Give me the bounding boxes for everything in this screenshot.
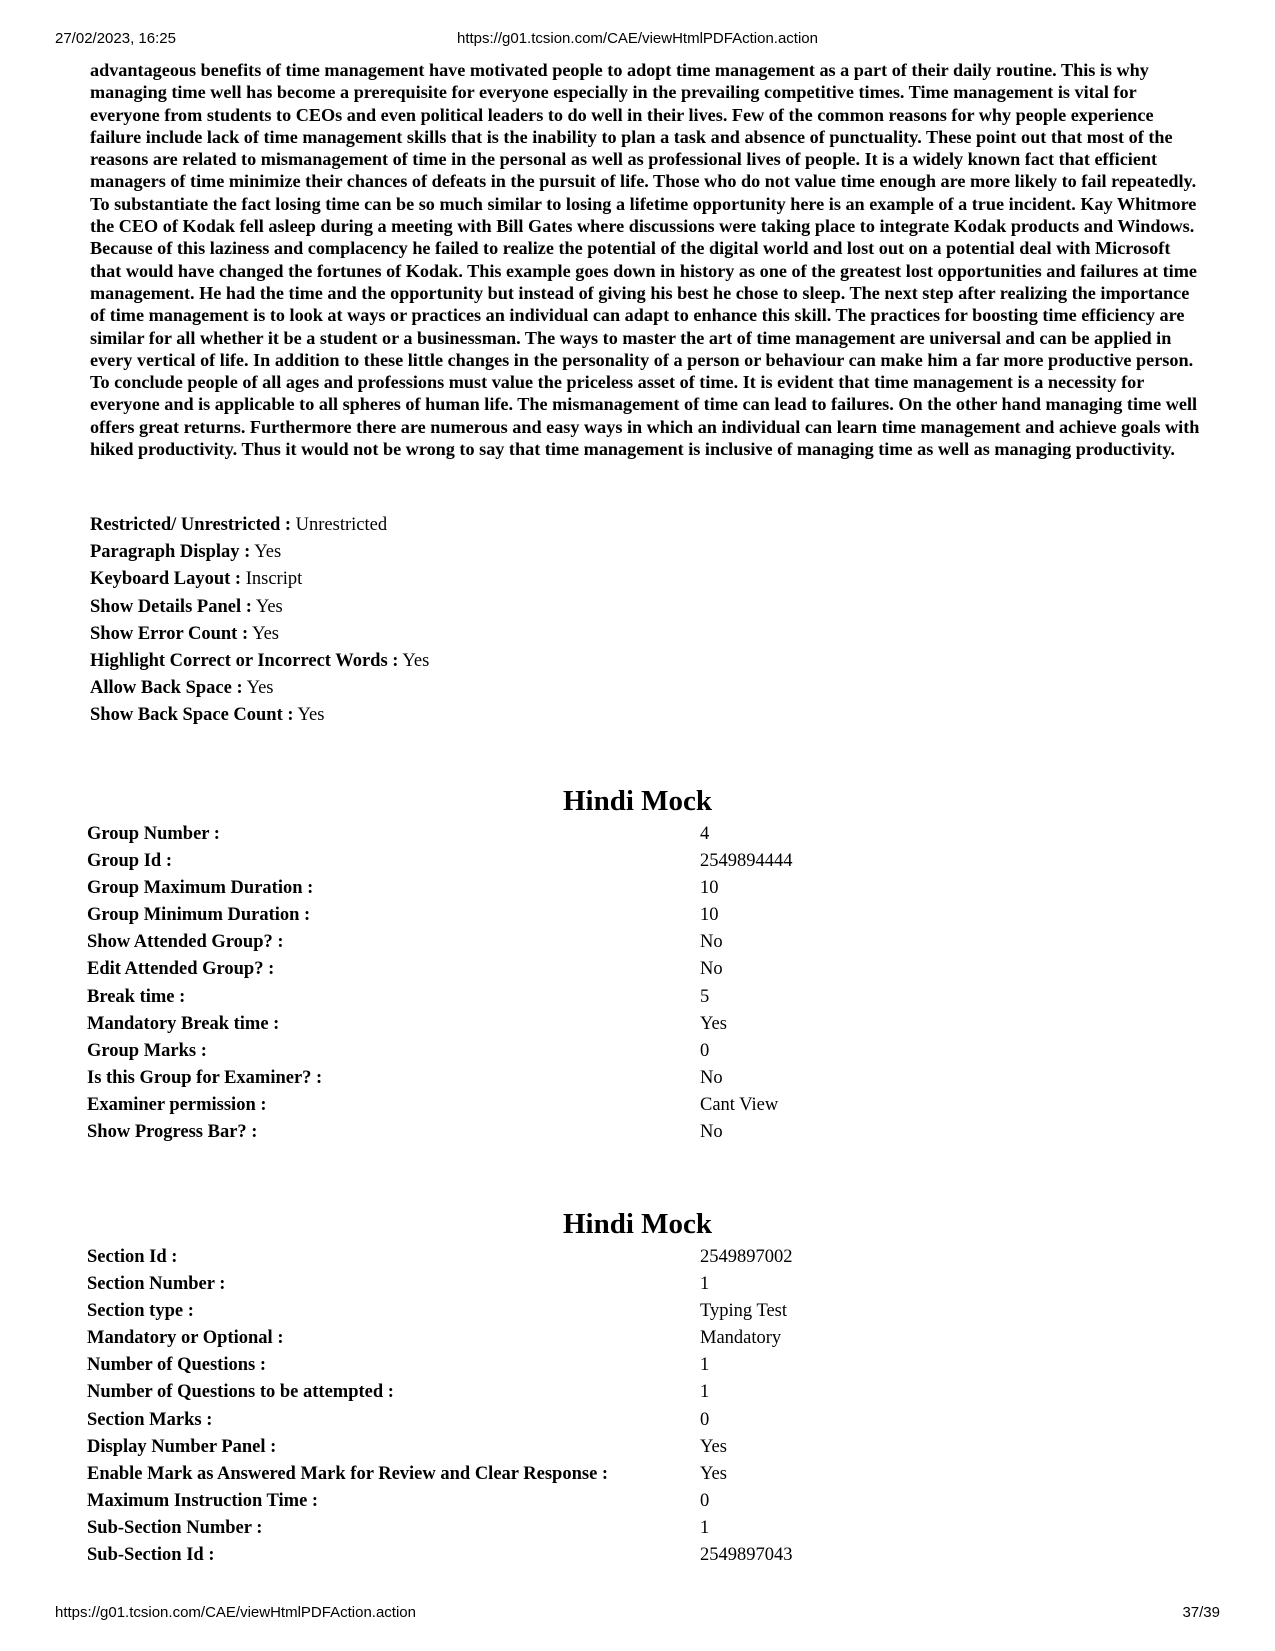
- row-label: Section type :: [87, 1301, 194, 1322]
- property-value: Yes: [248, 623, 279, 644]
- page-number: 37/39: [1182, 1604, 1220, 1621]
- row-label: Group Marks :: [87, 1040, 207, 1061]
- row-value: 0: [700, 1040, 710, 1061]
- row-value: No: [700, 932, 723, 953]
- property-label: Allow Back Space :: [90, 678, 243, 699]
- print-url: https://g01.tcsion.com/CAE/viewHtmlPDFAction.action: [457, 30, 818, 47]
- row-label: Show Attended Group? :: [87, 932, 284, 953]
- row-value: Mandatory: [700, 1328, 782, 1349]
- row-label: Enable Mark as Answered Mark for Review and Clear Response :: [87, 1463, 609, 1484]
- property-row: [90, 648, 429, 675]
- row-label: Break time :: [87, 986, 186, 1007]
- property-row: [90, 621, 429, 648]
- row-value: No: [700, 1122, 723, 1143]
- row-value: 1: [700, 1382, 710, 1403]
- print-datetime: 27/02/2023, 16:25: [55, 30, 176, 47]
- row-label: Examiner permission :: [87, 1094, 267, 1115]
- property-row: [90, 594, 429, 621]
- property-label: Keyboard Layout :: [90, 569, 242, 590]
- row-label: Sub-Section Id :: [87, 1545, 215, 1566]
- row-label: Edit Attended Group? :: [87, 959, 275, 980]
- row-value: 1: [700, 1355, 710, 1376]
- row-value: 0: [700, 1409, 710, 1430]
- footer-url: https://g01.tcsion.com/CAE/viewHtmlPDFAction.action: [55, 1604, 416, 1621]
- property-label: Show Back Space Count :: [90, 705, 294, 726]
- property-label: Highlight Correct or Incorrect Words :: [90, 650, 399, 671]
- row-value: Cant View: [700, 1094, 779, 1115]
- row-label: Maximum Instruction Time :: [87, 1490, 319, 1511]
- question-properties: [90, 512, 429, 730]
- row-label: Group Id :: [87, 851, 172, 872]
- row-label: Group Number :: [87, 824, 220, 844]
- row-label: Number of Questions to be attempted :: [87, 1382, 394, 1403]
- property-label: Restricted/ Unrestricted :: [90, 515, 292, 535]
- row-label: Display Number Panel :: [87, 1436, 277, 1457]
- property-value: Yes: [250, 542, 282, 563]
- row-value: 10: [700, 878, 719, 899]
- row-value: 2549894444: [700, 851, 793, 872]
- row-label: Group Minimum Duration :: [87, 905, 311, 926]
- property-label: Paragraph Display :: [90, 542, 251, 563]
- property-value: Yes: [242, 678, 274, 699]
- row-value: 5: [700, 986, 710, 1007]
- property-row: [90, 702, 429, 729]
- row-value: 10: [700, 905, 719, 926]
- row-value: 4: [700, 824, 710, 844]
- property-label: Show Error Count :: [90, 623, 249, 644]
- row-value: Yes: [700, 1436, 727, 1457]
- section-title: Hindi Mock: [562, 1208, 713, 1240]
- row-label: Section Marks :: [87, 1409, 213, 1430]
- property-row: [90, 566, 429, 593]
- property-value: Yes: [251, 596, 283, 617]
- typing-passage: advantageous benefits of time management have motivated people to adopt time management as a part of their daily routine. This is why managing time well has become a prerequisite for everyone especially in the prevailing competitive times. Time management is vital for everyone from students to CEOs and even political leaders to do well in their lives. Few of the common reasons for why people experience failure include lack of time management skills that is the inability to plan a task and absence of punctuality. These point out that most of the reasons are related to mismanagement of time in the personal as well as professional lives of people. It is a widely known fact that efficient managers of time minimize their chances of defeats in the pursuit of life. Those who do not value time enough are more likely to fail repeatedly. To substantiate the fact losing time can be so much similar to losing a lifetime opportunity here is an example of a true incident. Kay Whitmore the CEO of Kodak fell asleep during a meeting with Bill Gates where discussions were taking place to integrate Kodak products and Windows. Because of this laziness and complacency he failed to realize the potential of the digital world and lost out on a potential deal with Microsoft that would have changed the fortunes of Kodak. This example goes down in history as one of the greatest lost opportunities and failures at time management. He had the time and the opportunity but instead of giving his best he chose to sleep. The next step after realizing the importance of time management is to look at ways or practices an individual can adapt to enhance this skill. The practices for boosting time efficiency are similar for all whether it be a student or a businessman. The ways to master the art of time management are universal and can be applied in every vertical of life. In addition to these little changes in the personality of a person or behaviour can make him a far more productive person. To conclude people of all ages and professions must value the priceless asset of time. It is evident that time management is a necessity for everyone and is applicable to all spheres of human life. The mismanagement of time can lead to failures. On the other hand managing time well offers great returns. Furthermore there are numerous and easy ways in which an individual can learn time management and achieve goals with hiked productivity. Thus it would not be wrong to say that time management is inclusive of managing time as well as managing productivity.: [90, 60, 1200, 460]
- row-label: Group Maximum Duration :: [87, 878, 314, 899]
- row-label: Show Progress Bar? :: [87, 1122, 258, 1143]
- property-row: [90, 539, 429, 566]
- row-value: 2549897043: [700, 1545, 793, 1566]
- property-value: Yes: [293, 705, 325, 726]
- row-value: 2549897002: [700, 1247, 793, 1267]
- row-label: Section Id :: [87, 1247, 178, 1267]
- group-title: Hindi Mock: [562, 785, 713, 817]
- row-label: Number of Questions :: [87, 1355, 267, 1376]
- property-row: [90, 512, 429, 539]
- property-value: Unrestricted: [291, 515, 388, 535]
- property-row: [90, 675, 429, 702]
- row-label: Is this Group for Examiner? :: [87, 1067, 323, 1088]
- row-value: 1: [700, 1274, 710, 1295]
- property-label: Show Details Panel :: [90, 596, 252, 617]
- row-value: Typing Test: [700, 1301, 787, 1322]
- row-value: 0: [700, 1490, 710, 1511]
- row-value: No: [700, 959, 723, 980]
- row-value: No: [700, 1067, 723, 1088]
- row-value: Yes: [700, 1013, 727, 1034]
- row-label: Sub-Section Number :: [87, 1517, 263, 1538]
- row-value: Yes: [700, 1463, 727, 1484]
- row-label: Section Number :: [87, 1274, 226, 1295]
- row-label: Mandatory Break time :: [87, 1013, 280, 1034]
- row-value: 1: [700, 1517, 710, 1538]
- property-value: Yes: [398, 650, 430, 671]
- property-value: Inscript: [241, 569, 303, 590]
- row-label: Mandatory or Optional :: [87, 1328, 284, 1349]
